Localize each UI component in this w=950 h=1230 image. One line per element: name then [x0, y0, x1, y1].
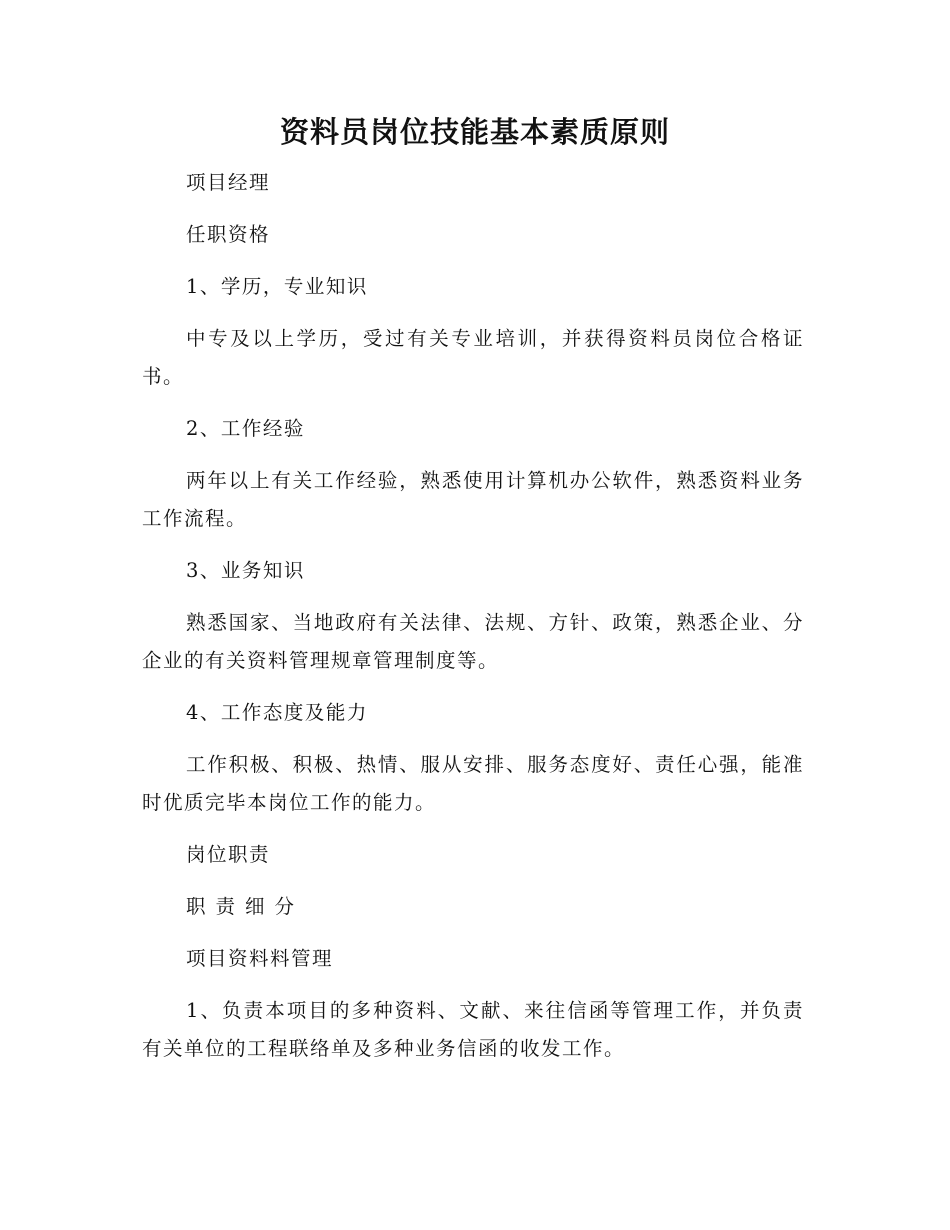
paragraph-duties-heading: 岗位职责 [186, 843, 271, 866]
paragraph-education-heading: 1、学历，专业知识 [186, 275, 368, 298]
paragraph-records-management: 项目资料料管理 [186, 947, 334, 970]
paragraph-knowledge-heading: 3、业务知识 [186, 559, 305, 582]
paragraph-attitude-heading: 4、工作态度及能力 [186, 701, 368, 724]
document-title: 资料员岗位技能基本素质原则 [279, 115, 670, 149]
paragraph-experience-detail: 两年以上有关工作经验，熟悉使用计算机办公软件，熟悉资料业务工作流程。 [142, 469, 804, 530]
paragraph-qualifications: 任职资格 [186, 223, 271, 246]
document-body [142, 164, 804, 1068]
paragraph-duty-1: 1、负责本项目的多种资料、文献、来往信函等管理工作，并负责有关单位的工程联络单及多种业务信函的收发工作。 [142, 999, 804, 1060]
paragraph-education-detail: 中专及以上学历，受过有关专业培训，并获得资料员岗位合格证书。 [142, 327, 804, 388]
paragraph-project-manager: 项目经理 [186, 171, 271, 194]
paragraph-attitude-detail: 工作积极、积极、热情、服从安排、服务态度好、责任心强，能准时优质完毕本岗位工作的能力。 [142, 753, 804, 814]
paragraph-experience-heading: 2、工作经验 [186, 417, 305, 440]
paragraph-knowledge-detail: 熟悉国家、当地政府有关法律、法规、方针、政策，熟悉企业、分企业的有关资料管理规章管理制度等。 [142, 611, 804, 672]
paragraph-duties-breakdown: 职责细分 [186, 895, 305, 918]
